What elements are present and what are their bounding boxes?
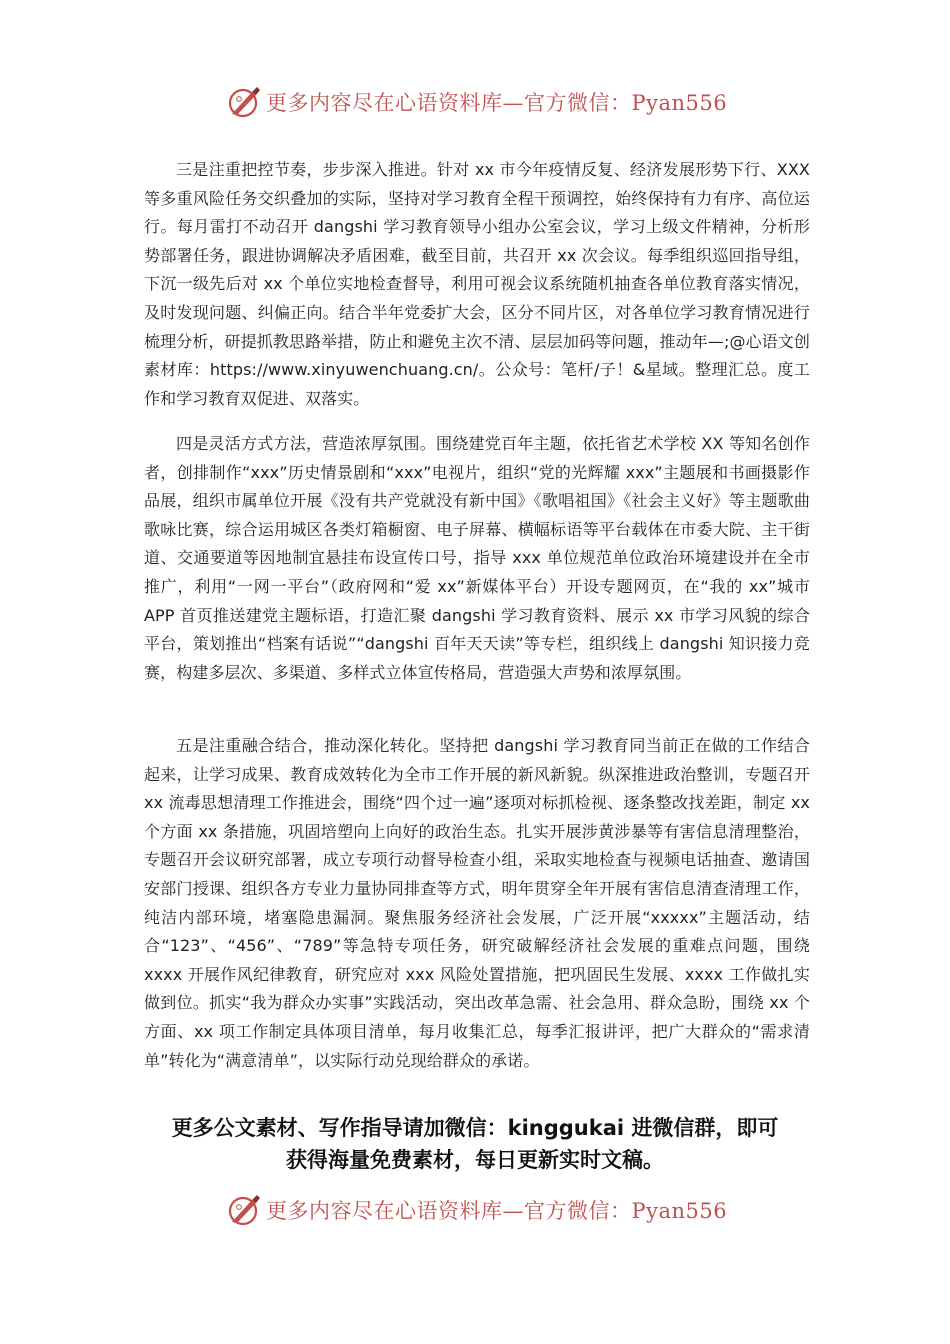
footer-line-2: 获得海量免费素材，每日更新实时文稿。	[286, 1148, 664, 1172]
footer-banner	[226, 1190, 726, 1230]
banner-text: 更多内容尽在心语资料库—官方微信：Pyan556	[266, 1199, 728, 1223]
footer-line-1: 更多公文素材、写作指导请加微信：kinggukai 进微信群，即可	[171, 1116, 779, 1140]
banner-text: 更多内容尽在心语资料库—官方微信：Pyan556	[266, 91, 728, 115]
footer-promo	[120, 1112, 830, 1176]
pen-circle-logo-icon	[226, 1192, 262, 1228]
header-banner	[226, 82, 726, 122]
paragraph-four: 四是灵活方式方法，营造浓厚氛围。围绕建党百年主题，依托省艺术学校 XX 等知名创作者，创排制作“xxx”历史情景剧和“xxx”电视片，组织“党的光辉耀 xxx”主题展和书画摄影作品展，组织市属单位开展《没有共产党就没有新中国》《歌唱祖国》《社会主义好》等主题歌曲歌咏比赛，综合运用城区各类灯箱橱窗、电子屏幕、横幅标语等平台载体在市委大院、主干街道、交通要道等因地制宜悬挂布设宣传口号，指导 xxx 单位规范单位政治环境建设并在全市推广，利用“一网一平台”（政府网和“爱 xx”新媒体平台）开设专题网页，在“我的 xx”城市 APP 首页推送建党主题标语，打造汇聚 dangshi 学习教育资料、展示 xx 市学习风貌的综合平台，策划推出“档案有话说”“dangshi 百年天天读”等专栏，组织线上 dangshi 知识接力竞赛，构建多层次、多渠道、多样式立体宣传格局，营造强大声势和浓厚氛围。	[144, 434, 810, 682]
pen-circle-logo-icon	[226, 84, 262, 120]
paragraph-five: 五是注重融合结合，推动深化转化。坚持把 dangshi 学习教育同当前正在做的工作结合起来，让学习成果、教育成效转化为全市工作开展的新风新貌。纵深推进政治整训，专题召开 xx 流毒思想清理工作推进会，围绕“四个过一遍”逐项对标抓检视、逐条整改找差距，制定 xx 个方面 xx 条措施，巩固培塑向上向好的政治生态。扎实开展涉黄涉暴等有害信息清理整治，专题召开会议研究部署，成立专项行动督导检查小组，采取实地检查与视频电话抽查、邀请国安部门授课、组织各方专业力量协同排查等方式，明年贯穿全年开展有害信息清查清理工作，纯洁内部环境，堵塞隐患漏洞。聚焦服务经济社会发展，广泛开展“xxxxx”主题活动，结合“123”、“456”、“789”等急特专项任务，研究破解经济社会发展的重难点问题，围绕 xxxx 开展作风纪律教育，研究应对 xxx 风险处置措施，把巩固民生发展、xxxx 工作做扎实做到位。抓实“我为群众办实事”实践活动，突出改革急需、社会急用、群众急盼，围绕 xx 个方面、xx 项工作制定具体项目清单，每月收集汇总，每季汇报讲评，把广大群众的“需求清单”转化为“满意清单”，以实际行动兑现给群众的承诺。	[144, 736, 810, 1070]
document-body	[144, 156, 810, 1091]
paragraph-three: 三是注重把控节奏，步步深入推进。针对 xx 市今年疫情反复、经济发展形势下行、XXX 等多重风险任务交织叠加的实际，坚持对学习教育全程干预调控，始终保持有力有序、高位运行。每月雷打不动召开 dangshi 学习教育领导小组办公室会议，学习上级文件精神，分析形势部署任务，跟进协调解决矛盾困难，截至目前，共召开 xx 次会议。每季组织巡回指导组，下沉一级先后对 xx 个单位实地检查督导，利用可视会议系统随机抽查各单位教育落实情况，及时发现问题、纠偏正向。结合半年党委扩大会，区分不同片区，对各单位学习教育情况进行梳理分析，研提抓教思路举措，防止和避免主次不清、层层加码等问题，推动年—;@心语文创素材库：https://www.xinyuwenchuang.cn/。公众号：笔杆/子！&星域。整理汇总。度工作和学习教育双促进、双落实。	[144, 160, 810, 408]
